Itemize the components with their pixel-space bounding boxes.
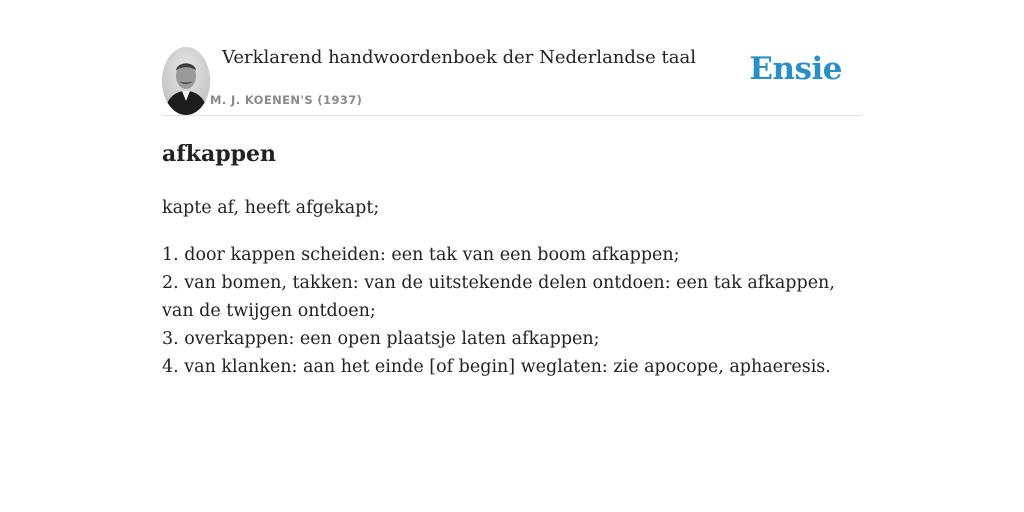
dictionary-header [162, 46, 862, 116]
entry-content [162, 140, 862, 381]
definition-item: 2. van bomen, takken: van de uitstekende delen ontdoen: een tak afkappen, van de twijgen ontdoen; [162, 273, 835, 321]
entry-headword: afkappen [162, 141, 276, 167]
definition-list [162, 241, 862, 381]
book-title[interactable]: Verklarend handwoordenboek der Nederlandse taal [222, 47, 696, 68]
ensie-logo-link[interactable]: Ensie [749, 51, 842, 87]
book-author: M. J. KOENEN'S (1937) [210, 93, 363, 107]
definition-item: 4. van klanken: aan het einde [of begin] weglaten: zie apocope, aphaeresis. [162, 357, 831, 377]
entry-grammar: kapte af, heeft afgekapt; [162, 198, 380, 218]
definition-item: 3. overkappen: een open plaatsje laten afkappen; [162, 329, 600, 349]
author-portrait-icon [162, 47, 210, 115]
definition-item: 1. door kappen scheiden: een tak van een boom afkappen; [162, 245, 680, 265]
